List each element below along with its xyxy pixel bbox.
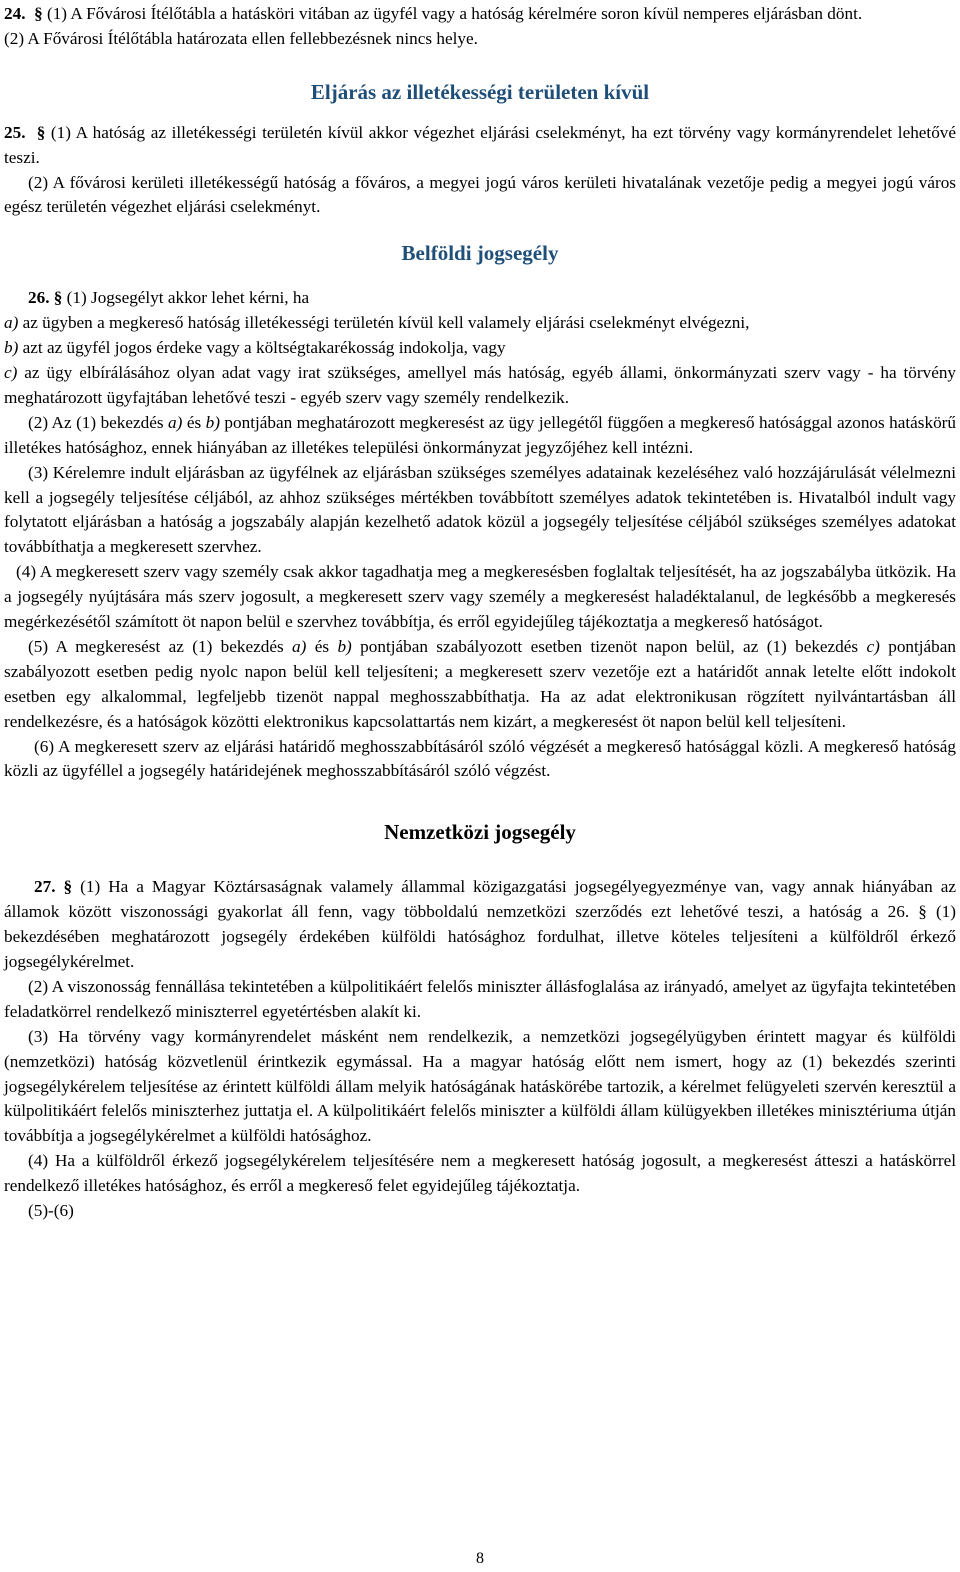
paragraph-text: (1) Jogsegélyt akkor lehet kérni, ha	[66, 288, 310, 308]
section-sign: §	[63, 877, 73, 897]
point-ref: a)	[168, 412, 183, 432]
section-25-para-2: (2) A fővárosi kerületi illetékességű hatóság a főváros, a megyei jogú város kerületi hivatalának vezetője pedig a megyei jogú város egész területén végezhet eljárási cselekményt.	[4, 172, 956, 217]
paragraph-text: pontjában szabályozott esetben pedig nyolc napon belül kell teljesíteni; a megkeresett szerv vezetője ezt a határidőt annak letelte előtt indokolt esetben egy alkalommal, legfeljebb tizenöt nappal meghosszabbíthatja. Ha az adat elektronikusan rögzített nyilvántartásban áll rendelkezésre, és a hatóságok közötti elektronikus kapcsolattartás nem kizárt, a megkeresést öt napon belül kell teljesíteni.	[4, 636, 956, 731]
point-ref: c)	[866, 636, 880, 656]
paragraph-text: és	[314, 636, 330, 656]
section-26-para-4: (4) A megkeresett szerv vagy személy csak akkor tagadhatja meg a megkeresésben foglaltak teljesítését, ha az jogszabályba ütközik. Ha a jogsegély nyújtására más szerv jogosult, a megkeresett szerv vagy személy a megkeresést haladéktalanul, de legkésőbb a megkeresés megérkezésétől számított öt napon belül e szervhez továbbítja, és erről egyidejűleg tájékoztatja a megkereső hatóságot.	[4, 562, 956, 632]
section-number: 25.	[4, 122, 26, 142]
paragraph-text: pontjában szabályozott esetben tizenöt napon belül, az (1) bekezdés	[360, 636, 859, 656]
section-26-para-6: (6) A megkeresett szerv az eljárási határidő meghosszabbításáról szóló végzését a megkereső hatósággal közli. A megkereső hatóság közli az ügyféllel a jogsegély határidejének meghosszabbításáról szóló végzést.	[4, 736, 956, 781]
paragraph-text: pontjában meghatározott megkeresést az ügy jellegétől függően a megkereső hatósággal azonos hatáskörű illetékes hatósághoz, ennek hiányában az illetékes települési önkormányzat jegyzőjéhez kell intézni.	[4, 412, 957, 457]
section-26-para-5	[4, 635, 956, 735]
point-ref: b)	[205, 412, 220, 432]
section-27-para-1	[4, 875, 956, 975]
section-27-para-2: (2) A viszonosság fennállása tekintetében a külpolitikáért felelős miniszter állásfoglalása az irányadó, amelyet az ügyfajta tekintetében feladatkörrel rendelkező miniszterrel egyetértésben alakít ki.	[4, 976, 956, 1021]
section-sign: §	[53, 288, 63, 308]
point-ref: b)	[337, 636, 352, 656]
section-26-point-b	[4, 336, 956, 361]
section-26-point-a	[4, 311, 956, 336]
heading-nemzetkozi: Nemzetközi jogsegély	[384, 820, 576, 845]
section-26-point-c	[4, 361, 956, 411]
section-number: 26.	[28, 288, 50, 308]
paragraph-text: és	[186, 412, 202, 432]
section-27-para-3: (3) Ha törvény vagy kormányrendelet másként nem rendelkezik, a nemzetközi jogsegélyügyben érintett magyar és külföldi (nemzetközi) hatóság közvetlenül érintkezik egymással. Ha a magyar hatóság előtt nem ismert, hogy az (1) bekezdés szerinti jogsegélykérelem teljesítése az érintett külföldi állam melyik hatóságának hatáskörébe tartozik, a kérelmet felügyeleti szervén keresztül a külpolitikáért felelős miniszterhez juttatja el. A külpolitikáért felelős miniszter a külföldi állam külügyekben illetékes minisztériuma útján továbbítja a jogsegélykérelmet a külföldi hatósághoz.	[4, 1026, 956, 1146]
section-25-para-1	[4, 121, 956, 171]
point-text: azt az ügyfél jogos érdeke vagy a költségtakarékosság indokolja, vagy	[22, 338, 506, 358]
section-27-para-4: (4) Ha a külföldről érkező jogsegélykérelem teljesítésére nem a megkeresett hatóság jogosult, a megkeresést átteszi a hatáskörrel rendelkező illetékes hatósághoz, és erről a megkereső felet egyidejűleg tájékoztatja.	[4, 1151, 956, 1196]
page-number: 8	[476, 1550, 484, 1567]
point-text: az ügy elbírálásához olyan adat vagy irat szükséges, amellyel más hatóság, egyéb állami, önkormányzati szerv vagy - ha törvény meghatározott ügyfajtában lehetővé teszi - egyéb szerv vagy személy rendelkezik.	[4, 362, 957, 407]
paragraph-text: (1) A hatóság az illetékességi területén kívül akkor végezhet eljárási cselekményt, ha ezt törvény vagy kormányrendelet lehetővé teszi.	[4, 122, 957, 167]
point-label: b)	[4, 338, 19, 358]
section-26-para-1	[4, 286, 956, 311]
paragraph-text: (2) Az (1) bekezdés	[28, 412, 164, 432]
paragraph-text: (1) A Fővárosi Ítélőtábla a hatásköri vitában az ügyfél vagy a hatóság kérelmére soron kívül nemperes eljárásban dönt.	[46, 4, 863, 23]
heading-belfoldi: Belföldi jogsegély	[401, 241, 559, 266]
section-sign: §	[34, 4, 43, 23]
section-27-para-5-6: (5)-(6)	[28, 1201, 74, 1221]
point-label: c)	[4, 362, 18, 382]
point-ref: a)	[292, 636, 307, 656]
section-number: 27.	[34, 877, 56, 897]
section-26-para-3: (3) Kérelemre indult eljárásban az ügyfélnek az eljárásban szükséges személyes adatainak kezeléséhez való hozzájárulását vélelmezni kell a jogsegély teljesítése céljából, az ahhoz szükséges mértékben továbbított személyes adatok tekintetében is. Hivatalból indult vagy folytatott eljárásban a hatóság a jogszabály alapján kezelhető adatok közül a jogsegély teljesítése céljából szükséges személyes adatokat továbbíthatja a megkeresett szervhez.	[4, 462, 956, 557]
paragraph-text: (5) A megkeresést az (1) bekezdés	[28, 636, 284, 656]
document-page	[4, 2, 956, 1224]
section-sign: §	[36, 122, 46, 142]
section-number: 24.	[4, 4, 26, 23]
section-24-para-1	[4, 2, 956, 27]
point-text: az ügyben a megkereső hatóság illetékességi területén kívül kell valamely eljárási cselekményt elvégezni,	[22, 313, 750, 333]
paragraph-text: (1) Ha a Magyar Köztársaságnak valamely állammal közigazgatási jogsegélyegyezménye van, vagy annak hiányában az államok között viszonossági gyakorlat áll fenn, vagy többoldalú nemzetközi szerződés ezt lehetővé teszi, a hatóság a 26. § (1) bekezdésében meghatározott jogsegély érdekében külföldi hatósághoz fordulhat, illetve köteles teljesíteni a külföldről érkező jogsegélykérelmet.	[4, 877, 957, 971]
section-24-para-2: (2) A Fővárosi Ítélőtábla határozata ellen fellebbezésnek nincs helye.	[4, 28, 478, 48]
heading-eljaras: Eljárás az illetékességi területen kívül	[310, 79, 650, 104]
section-26-para-2	[4, 411, 956, 461]
point-label: a)	[4, 313, 19, 333]
